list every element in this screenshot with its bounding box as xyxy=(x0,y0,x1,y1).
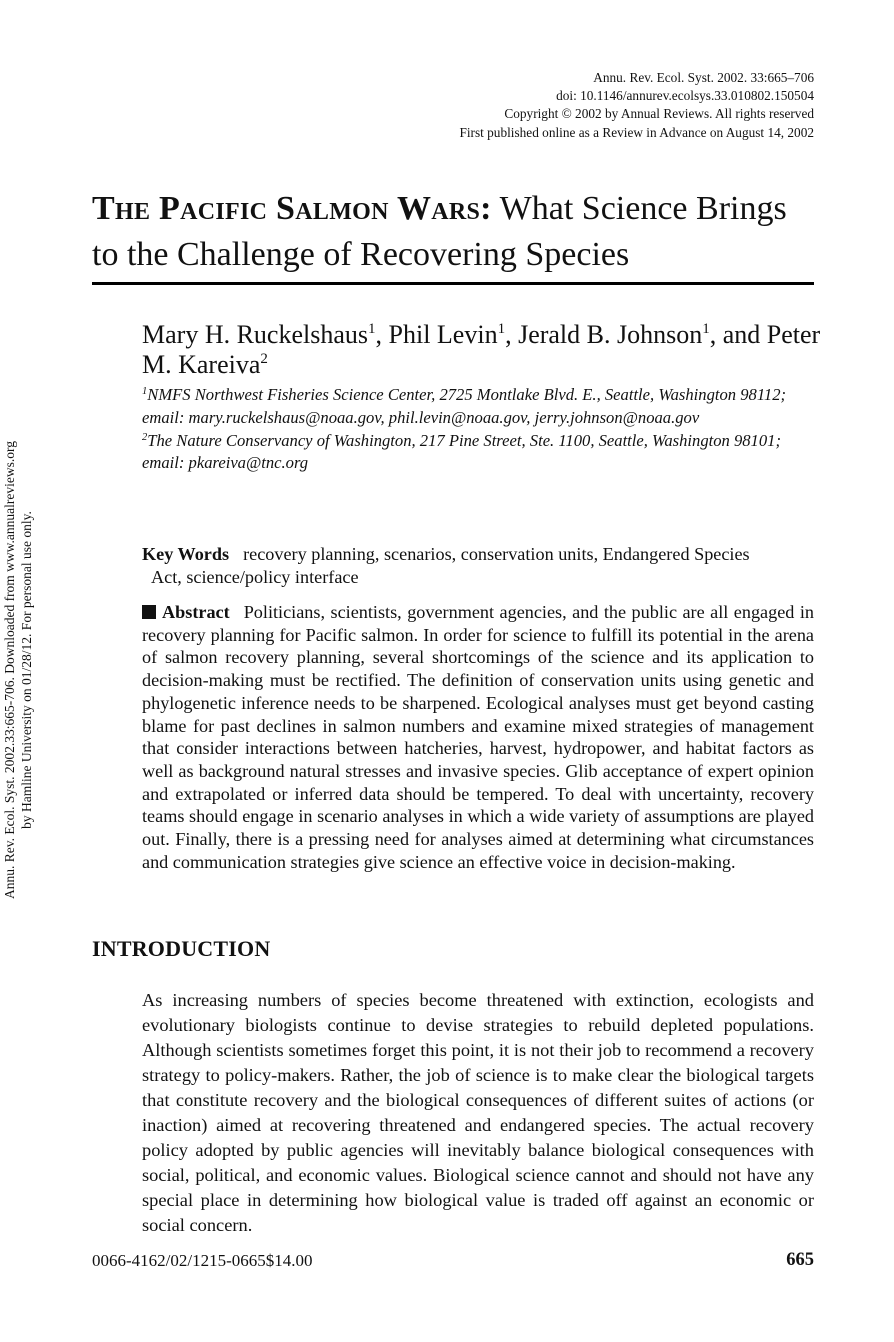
article-title xyxy=(92,186,814,278)
title-main: The Pacific Salmon Wars: xyxy=(92,190,492,227)
keywords-label: Key Words xyxy=(142,544,230,564)
keywords-list: recovery planning, scenarios, conservation units, Endangered Species xyxy=(243,544,750,564)
affiliation: $^2$The Nature Conservancy of Washington, 217 Pine Street, Ste. 1100, Seattle, Washington 98101; email: pkareiva@tnc.org xyxy=(142,430,781,473)
keywords xyxy=(142,543,814,589)
journal-info xyxy=(459,69,814,142)
title-rule xyxy=(92,282,814,285)
author: Peter M. Kareiva$^2$ xyxy=(142,320,821,379)
abstract-text: Politicians, scientists, government agencies, and the public are all engaged in recovery planning for Pacific salmon. In order for science to fulfill its potential in the arena of salmon recovery planning, several shortcomings of the science and its application to decision-making must be rectified. The definition of conservation units using genetic and phylogenetic inference needs to be sharpened. Ecological analyses must get beyond casting blame for past declines in salmon numbers and examine mixed strategies of management that consider interactions between hatcheries, harvest, hydropower, and habitat factors as well as background natural stresses and invasive species. Glib acceptance of expert opinion and extrapolated or inferred data should be tempered. To deal with uncertainty, recovery teams should engage in scenario analyses in which a wide variety of assumptions are played out. Finally, there is a pressing need for analyses aimed at determining what circumstances and communication strategies give science an effective voice in decision-making. xyxy=(142,602,814,872)
article-code: 0066-4162/02/1215-0665$14.00 xyxy=(92,1251,313,1270)
affiliation: $^1$NMFS Northwest Fisheries Science Center, 2725 Montlake Blvd. E., Seattle, Washington 98112; email: mary.ruckelshaus@noaa.gov, phil.levin@noaa.gov, jerry.johnson@noaa.gov xyxy=(142,385,787,427)
affiliations xyxy=(142,384,822,475)
doi: doi: 10.1146/annurev.ecolsys.33.010802.150504 xyxy=(556,88,814,104)
author-list xyxy=(142,320,832,380)
download-notice-line-2: by Hamline University on 01/28/12. For personal use only. xyxy=(18,511,34,829)
abstract xyxy=(142,601,814,873)
square-bullet-icon xyxy=(142,605,156,619)
keywords-list-continued: Act, science/policy interface xyxy=(151,567,359,587)
page-number: 665 xyxy=(786,1250,814,1270)
download-notice xyxy=(2,385,46,955)
publication-date: First published online as a Review in Advance on August 14, 2002 xyxy=(459,124,814,140)
copyright: Copyright © 2002 by Annual Reviews. All rights reserved xyxy=(504,106,814,122)
download-notice-line-1: Annu. Rev. Ecol. Syst. 2002.33:665-706. Downloaded from www.annualreviews.org xyxy=(2,440,17,900)
body-paragraph: As increasing numbers of species become threatened with extinction, ecologists and evolutionary biologists continue to devise strategies to rebuild depleted populations. Although scientists sometimes forget this point, it is not their job to recommend a recovery strategy to policy-makers. Rather, the job of science is to make clear the biological targets that constitute recovery and the biological consequences of different suites of actions (or inaction) aimed at recovering threatened and endangered species. The actual recovery policy adopted by public agencies will inevitably balance biological consequences with social, political, and economic values. Biological science cannot and should not have any special place in determining how biological value is traded off against an economic or social concern. xyxy=(142,990,814,1235)
title-subtitle: What Science Brings to the Challenge of Recovering Species xyxy=(92,190,787,273)
author: Mary H. Ruckelshaus$^1$, xyxy=(142,320,389,349)
author: Jerald B. Johnson$^1$, and xyxy=(518,320,767,349)
author: Phil Levin$^1$, xyxy=(388,320,519,349)
citation: Annu. Rev. Ecol. Syst. 2002. 33:665–706 xyxy=(593,70,814,85)
abstract-label: Abstract xyxy=(162,602,230,622)
section-heading: INTRODUCTION xyxy=(92,936,271,961)
